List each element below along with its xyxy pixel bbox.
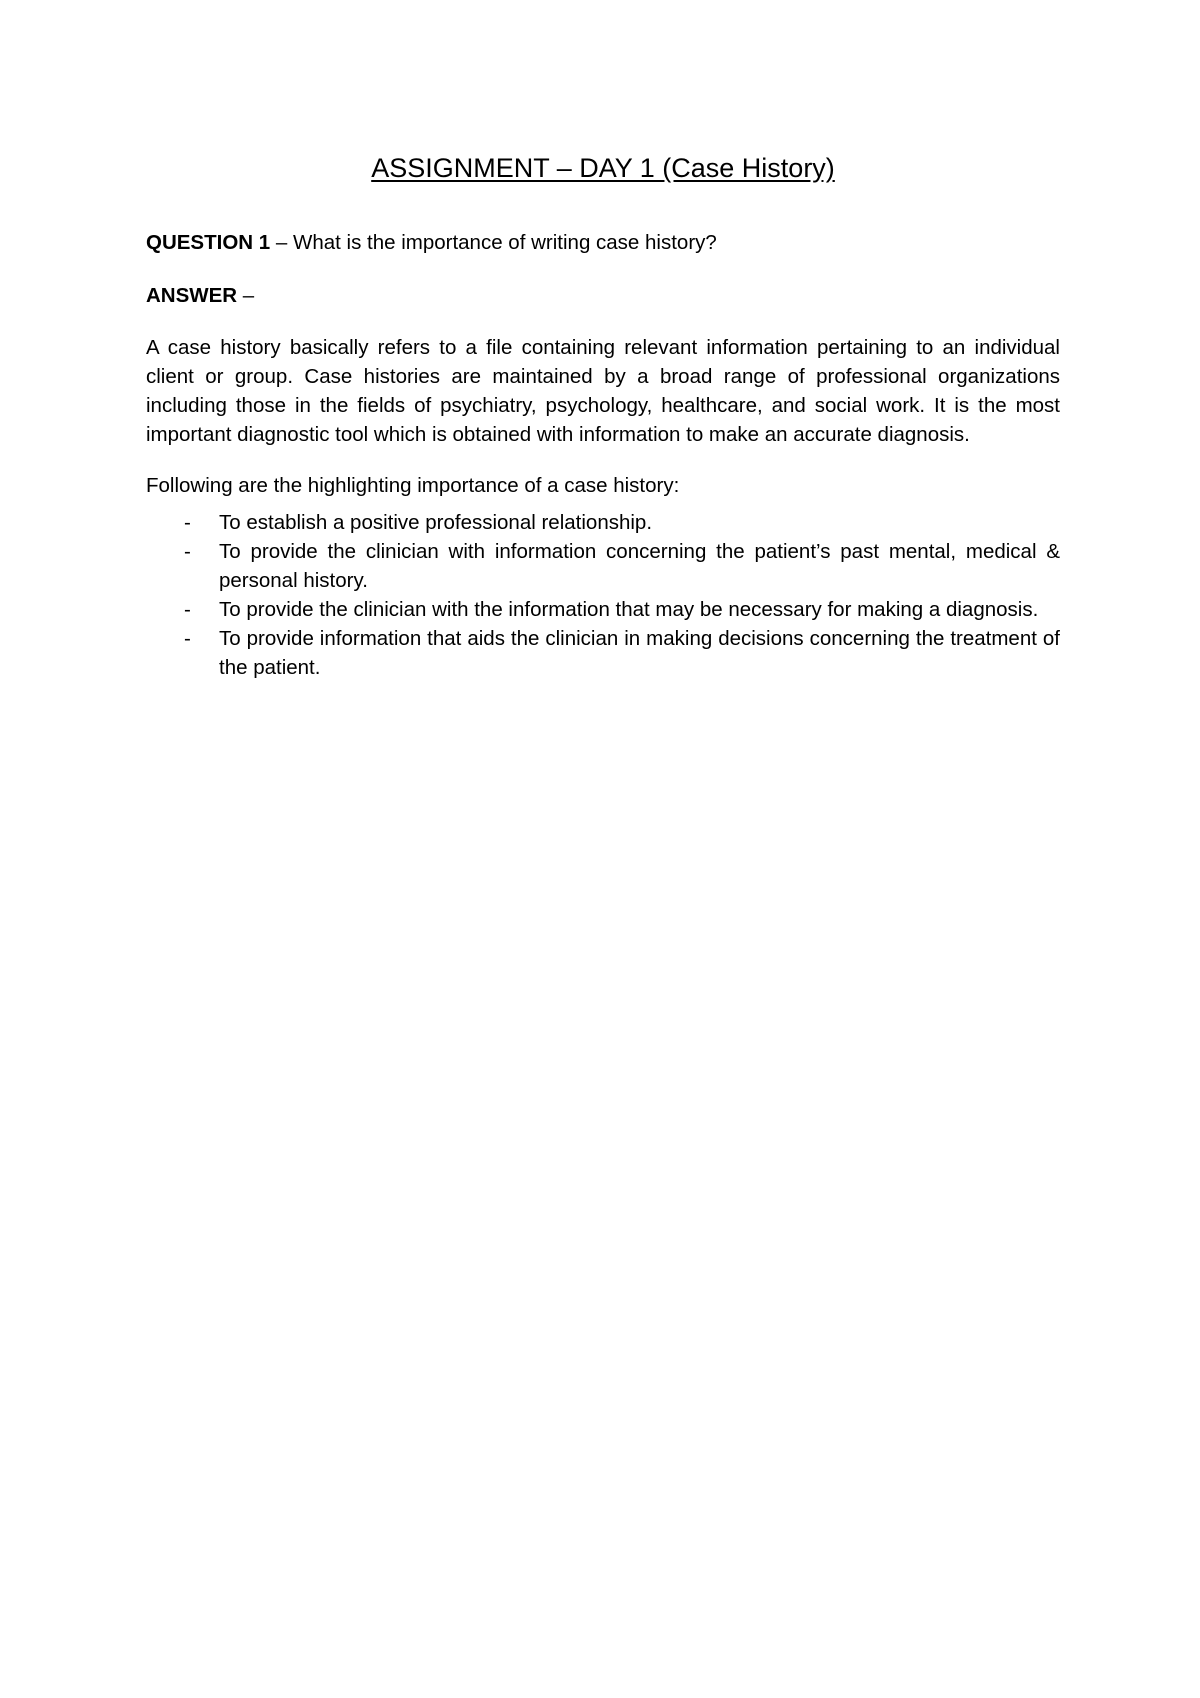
document-title: ASSIGNMENT – DAY 1 (Case History)	[371, 153, 835, 183]
question-text: What is the importance of writing case history?	[292, 231, 717, 254]
bullet-dash: -	[184, 511, 191, 534]
list-item	[146, 508, 1060, 537]
list-item	[146, 537, 1060, 595]
bullet-dash: -	[184, 598, 191, 621]
answer-paragraph: A case history basically refers to a file containing relevant information pertaining to an individual client or group. Case histories are maintained by a broad range of professional organizations including those in the fields of psychiatry, psychology, healthcare, and social work. It is the most important diagnostic tool which is obtained with information to make an accurate diagnosis.	[146, 336, 1060, 446]
question-label: QUESTION 1	[146, 231, 271, 254]
answer-line	[146, 281, 1060, 310]
list-item	[146, 624, 1060, 682]
list-item-text: To establish a positive professional relationship.	[219, 511, 653, 534]
bullet-dash: -	[184, 540, 191, 563]
answer-label: ANSWER	[146, 284, 238, 307]
importance-list	[146, 508, 1060, 682]
question-line	[146, 228, 1060, 257]
bullets-intro: Following are the highlighting importance of a case history:	[146, 474, 680, 497]
list-item-text: To provide the clinician with information concerning the patient’s past mental, medical & personal history.	[219, 540, 1060, 592]
document-body	[146, 150, 1060, 682]
answer-separator: –	[237, 284, 255, 307]
list-item-text: To provide information that aids the clinician in making decisions concerning the treatment of the patient.	[219, 627, 1060, 679]
question-separator: –	[270, 231, 293, 254]
list-item-text: To provide the clinician with the information that may be necessary for making a diagnosis.	[219, 598, 1039, 621]
list-item	[146, 595, 1060, 624]
bullet-dash: -	[184, 627, 191, 650]
